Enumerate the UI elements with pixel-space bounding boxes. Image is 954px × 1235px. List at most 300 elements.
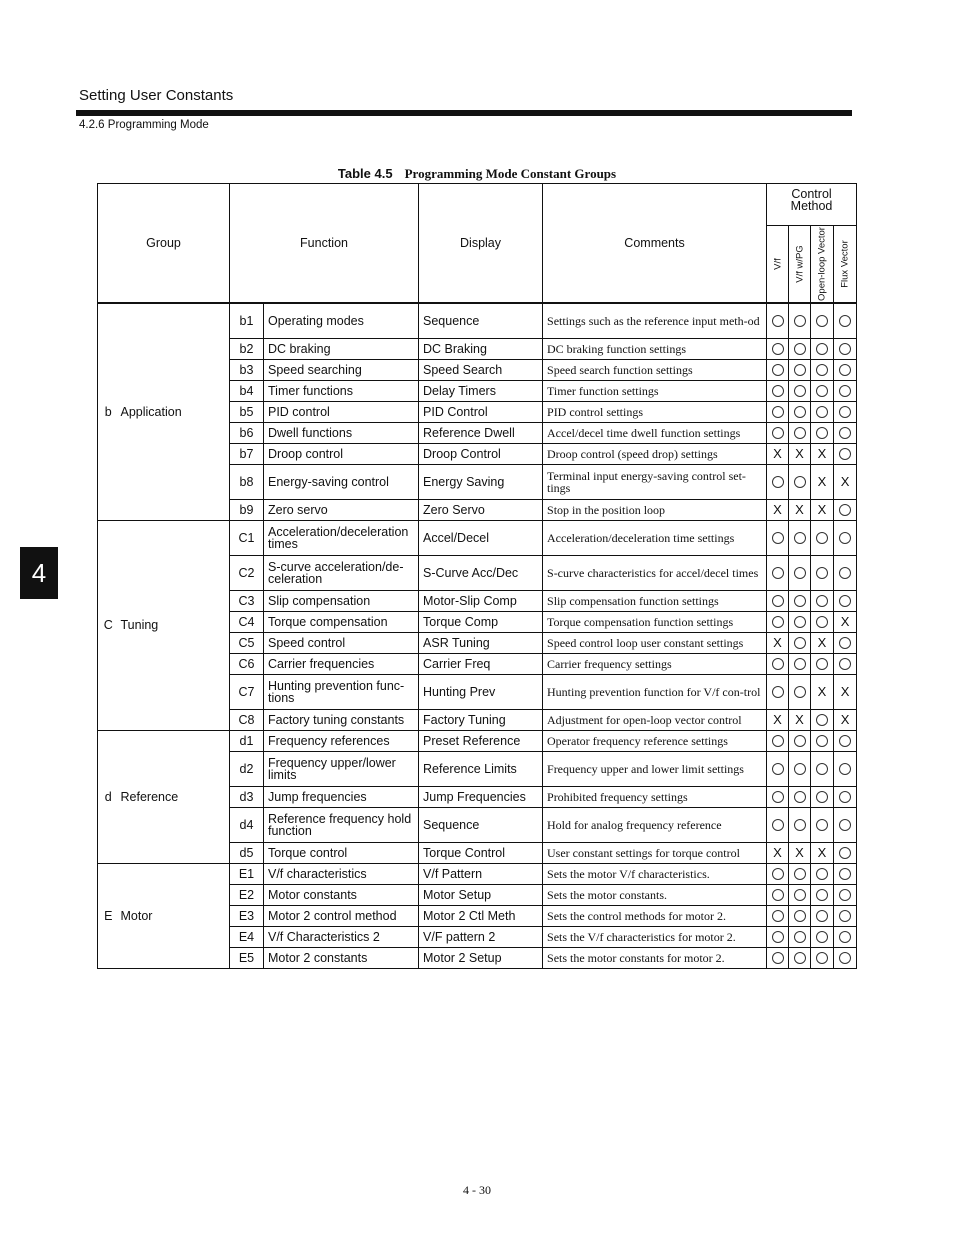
display-cell: Factory Tuning [419,709,543,730]
group-letter: d [98,730,119,863]
available-circle-icon [834,303,857,338]
not-available-x: X [811,842,834,863]
group-name: Tuning [119,520,230,730]
comment-cell: Slip compensation function settings [543,590,767,611]
comment-cell: Acceleration/deceleration time settings [543,520,767,555]
function-cell: Hunting prevention func-tions [264,674,419,709]
circle-icon [816,658,828,670]
function-cell: Motor 2 constants [264,947,419,968]
circle-icon [839,385,851,397]
available-circle-icon [811,807,834,842]
constant-code: E3 [230,905,264,926]
available-circle-icon [834,842,857,863]
constant-code: d5 [230,842,264,863]
constant-code: b2 [230,338,264,359]
constant-code: C7 [230,674,264,709]
circle-icon [794,952,806,964]
header-method-vf [767,226,789,304]
available-circle-icon [767,520,789,555]
display-cell: DC Braking [419,338,543,359]
display-cell: PID Control [419,401,543,422]
display-cell: Droop Control [419,443,543,464]
circle-icon [794,819,806,831]
circle-icon [816,616,828,628]
function-cell: V/f characteristics [264,863,419,884]
comment-cell: PID control settings [543,401,767,422]
not-available-x: X [767,842,789,863]
function-cell: Torque control [264,842,419,863]
constant-code: d2 [230,751,264,786]
constant-code: b7 [230,443,264,464]
circle-icon [816,910,828,922]
available-circle-icon [789,464,811,499]
available-circle-icon [834,863,857,884]
not-available-x: X [789,842,811,863]
display-cell: Jump Frequencies [419,786,543,807]
available-circle-icon [789,401,811,422]
available-circle-icon [767,674,789,709]
display-cell: Sequence [419,303,543,338]
circle-icon [772,763,784,775]
not-available-x: X [767,632,789,653]
available-circle-icon [789,338,811,359]
circle-icon [772,616,784,628]
constant-code: d4 [230,807,264,842]
available-circle-icon [767,590,789,611]
circle-icon [772,952,784,964]
page-number: 4 - 30 [463,1183,491,1197]
available-circle-icon [767,863,789,884]
function-cell: Timer functions [264,380,419,401]
circle-icon [839,427,851,439]
available-circle-icon [834,947,857,968]
available-circle-icon [811,884,834,905]
circle-icon [794,343,806,355]
available-circle-icon [767,303,789,338]
available-circle-icon [789,359,811,380]
display-cell: Motor Setup [419,884,543,905]
available-circle-icon [834,401,857,422]
header-method-vf-label: V/f [772,258,784,270]
available-circle-icon [767,653,789,674]
circle-icon [816,364,828,376]
function-cell: Slip compensation [264,590,419,611]
not-available-x: X [834,464,857,499]
header-control-method: Control Method [767,184,857,226]
available-circle-icon [767,338,789,359]
constant-code: b3 [230,359,264,380]
available-circle-icon [767,905,789,926]
function-cell: Jump frequencies [264,786,419,807]
circle-icon [839,364,851,376]
table-caption [0,166,954,182]
group-name: Reference [119,730,230,863]
circle-icon [772,364,784,376]
comment-cell: Adjustment for open-loop vector control [543,709,767,730]
circle-icon [772,735,784,747]
comment-cell: Stop in the position loop [543,499,767,520]
circle-icon [816,315,828,327]
comment-cell: User constant settings for torque control [543,842,767,863]
not-available-x: X [834,709,857,730]
available-circle-icon [834,653,857,674]
comment-cell: Accel/decel time dwell function settings [543,422,767,443]
chapter-tab: 4 [20,547,58,599]
table-row [98,730,857,751]
comment-cell: Hunting prevention function for V/f con-trol [543,674,767,709]
table-row [98,303,857,338]
available-circle-icon [811,786,834,807]
circle-icon [794,567,806,579]
display-cell: Zero Servo [419,499,543,520]
circle-icon [794,637,806,649]
constant-code: C4 [230,611,264,632]
available-circle-icon [811,422,834,443]
available-circle-icon [811,380,834,401]
not-available-x: X [789,443,811,464]
circle-icon [839,504,851,516]
available-circle-icon [767,422,789,443]
function-cell: Energy-saving control [264,464,419,499]
available-circle-icon [789,947,811,968]
circle-icon [772,427,784,439]
comment-cell: DC braking function settings [543,338,767,359]
circle-icon [794,791,806,803]
constant-groups-table [97,183,857,969]
not-available-x: X [767,499,789,520]
constant-code: E1 [230,863,264,884]
available-circle-icon [789,751,811,786]
function-cell: Motor constants [264,884,419,905]
available-circle-icon [834,422,857,443]
circle-icon [839,763,851,775]
constant-code: d3 [230,786,264,807]
available-circle-icon [789,590,811,611]
circle-icon [772,595,784,607]
not-available-x: X [834,611,857,632]
available-circle-icon [811,359,834,380]
comment-cell: Prohibited frequency settings [543,786,767,807]
function-cell: Frequency upper/lower limits [264,751,419,786]
available-circle-icon [811,590,834,611]
not-available-x: X [811,632,834,653]
circle-icon [794,868,806,880]
circle-icon [772,931,784,943]
display-cell: Energy Saving [419,464,543,499]
circle-icon [839,532,851,544]
not-available-x: X [811,499,834,520]
not-available-x: X [789,499,811,520]
header-method-vf-pg-label: V/f w/PG [794,245,806,283]
comment-cell: Sets the control methods for motor 2. [543,905,767,926]
constant-code: b4 [230,380,264,401]
available-circle-icon [811,338,834,359]
circle-icon [816,714,828,726]
group-letter: b [98,303,119,520]
available-circle-icon [789,674,811,709]
available-circle-icon [834,338,857,359]
available-circle-icon [789,632,811,653]
circle-icon [839,406,851,418]
circle-icon [816,819,828,831]
constant-code: b6 [230,422,264,443]
not-available-x: X [811,674,834,709]
group-letter: E [98,863,119,968]
circle-icon [816,952,828,964]
constant-code: C6 [230,653,264,674]
function-cell: V/f Characteristics 2 [264,926,419,947]
circle-icon [839,847,851,859]
circle-icon [839,910,851,922]
header-method-flux-vector [834,226,857,304]
function-cell: Operating modes [264,303,419,338]
section-title: Setting User Constants [79,87,234,104]
circle-icon [794,427,806,439]
group-name: Application [119,303,230,520]
table-row [98,520,857,555]
circle-icon [772,889,784,901]
display-cell: Sequence [419,807,543,842]
available-circle-icon [767,884,789,905]
comment-cell: Operator frequency reference settings [543,730,767,751]
circle-icon [816,735,828,747]
header-method-flux-vector-label: Flux Vector [839,240,851,288]
available-circle-icon [811,751,834,786]
subsection-title: 4.2.6 Programming Mode [79,119,209,131]
display-cell: Speed Search [419,359,543,380]
header-method-vf-pg [789,226,811,304]
display-cell: Delay Timers [419,380,543,401]
circle-icon [794,686,806,698]
available-circle-icon [767,555,789,590]
available-circle-icon [767,926,789,947]
available-circle-icon [767,730,789,751]
function-cell: PID control [264,401,419,422]
circle-icon [816,385,828,397]
constant-code: b9 [230,499,264,520]
available-circle-icon [834,786,857,807]
available-circle-icon [811,730,834,751]
available-circle-icon [811,401,834,422]
available-circle-icon [811,905,834,926]
display-cell: V/F pattern 2 [419,926,543,947]
available-circle-icon [834,730,857,751]
function-cell: Frequency references [264,730,419,751]
constant-code: E5 [230,947,264,968]
circle-icon [794,595,806,607]
available-circle-icon [811,520,834,555]
circle-icon [772,910,784,922]
not-available-x: X [811,464,834,499]
comment-cell: Sets the motor constants for motor 2. [543,947,767,968]
available-circle-icon [834,905,857,926]
available-circle-icon [789,807,811,842]
circle-icon [772,567,784,579]
circle-icon [839,315,851,327]
function-cell: Motor 2 control method [264,905,419,926]
constant-code: C1 [230,520,264,555]
display-cell: S-Curve Acc/Dec [419,555,543,590]
circle-icon [794,616,806,628]
header-method-open-loop-vector [811,226,834,304]
available-circle-icon [811,709,834,730]
circle-icon [772,315,784,327]
circle-icon [816,868,828,880]
circle-icon [816,567,828,579]
comment-cell: Sets the motor V/f characteristics. [543,863,767,884]
constant-code: b5 [230,401,264,422]
constant-code: d1 [230,730,264,751]
constant-code: C2 [230,555,264,590]
table-body [98,303,857,968]
constant-code: C3 [230,590,264,611]
available-circle-icon [811,303,834,338]
available-circle-icon [811,611,834,632]
available-circle-icon [811,653,834,674]
circle-icon [794,763,806,775]
function-cell: Speed control [264,632,419,653]
circle-icon [772,868,784,880]
display-cell: Hunting Prev [419,674,543,709]
comment-cell: Sets the motor constants. [543,884,767,905]
not-available-x: X [834,674,857,709]
constant-code: C8 [230,709,264,730]
display-cell: Motor 2 Setup [419,947,543,968]
header-rule [76,110,852,116]
available-circle-icon [834,751,857,786]
available-circle-icon [767,807,789,842]
circle-icon [816,791,828,803]
function-cell: S-curve acceleration/de-celeration [264,555,419,590]
circle-icon [816,406,828,418]
circle-icon [816,532,828,544]
available-circle-icon [789,926,811,947]
function-cell: Reference frequency hold function [264,807,419,842]
circle-icon [772,343,784,355]
circle-icon [794,889,806,901]
display-cell: ASR Tuning [419,632,543,653]
available-circle-icon [789,905,811,926]
comment-cell: Droop control (speed drop) settings [543,443,767,464]
available-circle-icon [834,520,857,555]
circle-icon [839,791,851,803]
circle-icon [839,889,851,901]
function-cell: Acceleration/deceleration times [264,520,419,555]
circle-icon [839,931,851,943]
available-circle-icon [811,947,834,968]
available-circle-icon [767,947,789,968]
available-circle-icon [767,359,789,380]
circle-icon [839,343,851,355]
circle-icon [839,567,851,579]
circle-icon [772,532,784,544]
available-circle-icon [789,520,811,555]
available-circle-icon [789,786,811,807]
available-circle-icon [834,884,857,905]
available-circle-icon [767,611,789,632]
circle-icon [839,735,851,747]
constant-code: E4 [230,926,264,947]
circle-icon [772,791,784,803]
function-cell: Zero servo [264,499,419,520]
circle-icon [794,315,806,327]
function-cell: Carrier frequencies [264,653,419,674]
circle-icon [794,931,806,943]
function-cell: Droop control [264,443,419,464]
circle-icon [794,364,806,376]
circle-icon [816,931,828,943]
circle-icon [772,686,784,698]
comment-cell: Terminal input energy-saving control set-tings [543,464,767,499]
constant-code: C5 [230,632,264,653]
constant-code: b8 [230,464,264,499]
header-comments: Comments [543,184,767,304]
available-circle-icon [789,884,811,905]
display-cell: Motor 2 Ctl Meth [419,905,543,926]
function-cell: Speed searching [264,359,419,380]
available-circle-icon [834,807,857,842]
circle-icon [816,763,828,775]
available-circle-icon [834,359,857,380]
display-cell: Accel/Decel [419,520,543,555]
available-circle-icon [767,751,789,786]
circle-icon [794,910,806,922]
comment-cell: S-curve characteristics for accel/decel times [543,555,767,590]
available-circle-icon [834,499,857,520]
circle-icon [794,735,806,747]
circle-icon [772,385,784,397]
comment-cell: Timer function settings [543,380,767,401]
comment-cell: Settings such as the reference input meth-od [543,303,767,338]
group-name: Motor [119,863,230,968]
circle-icon [772,819,784,831]
available-circle-icon [811,555,834,590]
display-cell: Carrier Freq [419,653,543,674]
function-cell: DC braking [264,338,419,359]
function-cell: Torque compensation [264,611,419,632]
table-caption-title: Programming Mode Constant Groups [404,166,617,181]
circle-icon [839,868,851,880]
comment-cell: Sets the V/f characteristics for motor 2. [543,926,767,947]
available-circle-icon [767,380,789,401]
circle-icon [794,476,806,488]
circle-icon [816,343,828,355]
circle-icon [839,952,851,964]
available-circle-icon [834,632,857,653]
circle-icon [816,595,828,607]
function-cell: Factory tuning constants [264,709,419,730]
circle-icon [794,532,806,544]
not-available-x: X [767,443,789,464]
header-method-open-loop-vector-label: Open-loop Vector [816,227,828,301]
circle-icon [839,595,851,607]
available-circle-icon [767,464,789,499]
available-circle-icon [767,786,789,807]
available-circle-icon [811,863,834,884]
circle-icon [794,406,806,418]
header-function: Function [230,184,419,304]
display-cell: Reference Dwell [419,422,543,443]
circle-icon [839,637,851,649]
circle-icon [794,385,806,397]
available-circle-icon [789,422,811,443]
comment-cell: Frequency upper and lower limit settings [543,751,767,786]
display-cell: Torque Control [419,842,543,863]
comment-cell: Speed control loop user constant settings [543,632,767,653]
available-circle-icon [811,926,834,947]
constant-code: b1 [230,303,264,338]
available-circle-icon [834,380,857,401]
